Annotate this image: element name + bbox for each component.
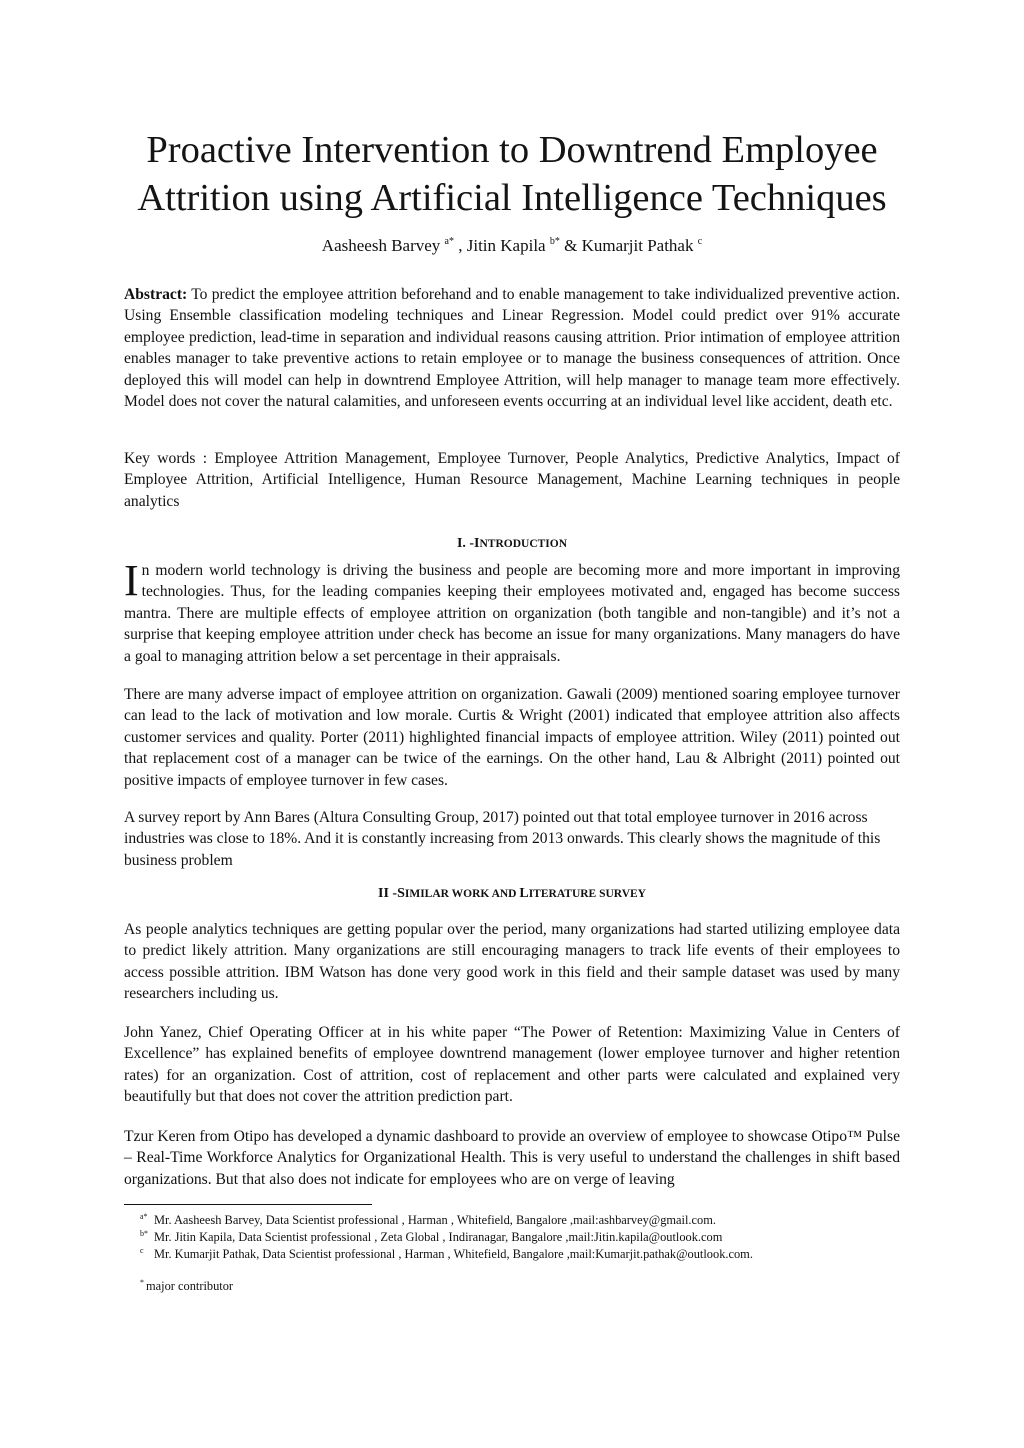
abstract-text: To predict the employee attrition beforehand and to enable management to take individualized preventive action. Using Ensemble classification modeling techniques and Linear Regression. Model could predict over 91% accurate employee prediction, lead-time in separation and individual reasons causing attrition. Prior intimation of employee attrition enables manager to take preventive actions to retain employee or to manage the business consequences of attrition. Once deployed this will model can help in downtrend Employee Attrition, will help manager to manage team more effectively. Model does not cover the natural calamities, and unforeseen events occurring at an individual level like accident, death etc. (124, 286, 900, 411)
abstract-label: Abstract: (124, 286, 188, 303)
author-3-mark: c (697, 236, 703, 247)
intro-paragraph-1 (124, 556, 900, 667)
section2-heading-a: II -S (378, 886, 405, 901)
footnote-text: Mr. Kumarjit Pathak, Data Scientist professional , Harman , Whitefield, Bangalore ,mail:Kumarjit.pathak@outlook.com. (154, 1247, 753, 1261)
intro-paragraph-1-text: n modern world technology is driving the business and people are becoming more and more important in improving technologies. Thus, for the leading companies keeping their employees motivated and, engaged has become success mantra. There are multiple effects of employee attrition on organization (both tangible and non-tangible) and it’s not a surprise that keeping employee attrition under check has become an issue for many organizations. Many managers do have a goal to managing attrition below a set percentage in their appraisals. (124, 562, 900, 665)
footnote-contributor: * major contributor (140, 1278, 234, 1293)
author-3: & Kumarjit Pathak (564, 236, 694, 255)
drop-cap: I (124, 556, 139, 605)
paper-title-line-1: Proactive Intervention to Downtrend Employee (146, 129, 878, 171)
footnote-text: major contributor (146, 1279, 234, 1293)
section2-heading-d: ITERATURE SURVEY (528, 888, 646, 900)
footnote-author-2: $^{b*}$ Mr. Jitin Kapila, Data Scientist professional , Zeta Global , Indiranagar, Bangalore ,mail:Jitin.kapila@outlook.com (140, 1229, 723, 1244)
intro-paragraph-3: A survey report by Ann Bares (Altura Consulting Group, 2017) pointed out that total employee turnover in 2016 across industries was close to 18%. And it is constantly increasing from 2013 onwards. This clearly shows the magnitude of this business problem (124, 809, 881, 869)
footnote-divider (124, 1204, 372, 1205)
footnote-text: Mr. Aasheesh Barvey, Data Scientist professional , Harman , Whitefield, Bangalore ,mail:ashbarvey@gmail.com. (154, 1213, 716, 1227)
paper-title-line-2: Attrition using Artificial Intelligence Techniques (137, 177, 887, 219)
abstract (124, 284, 900, 412)
section-heading-introduction (0, 534, 1024, 554)
section-heading-literature (0, 884, 1024, 904)
author-2-mark: b* (549, 236, 560, 247)
section-number: I. -I (456, 536, 480, 551)
author-1: Aasheesh Barvey (321, 236, 441, 255)
footnote-text: Mr. Jitin Kapila, Data Scientist professional , Zeta Global , Indiranagar, Bangalore ,mail:Jitin.kapila@outlook.com (154, 1230, 723, 1244)
literature-paragraph-1: As people analytics techniques are getting popular over the period, many organizations had started utilizing employee data to predict likely attrition. Many organizations are still encouraging managers to track life events of their employees to access possible attrition. IBM Watson has done very good work in this field and their sample dataset was used by many researchers including us. (124, 921, 900, 1003)
author-2: , Jitin Kapila (458, 236, 546, 255)
footnote-author-3: $^c$ Mr. Kumarjit Pathak, Data Scientist professional , Harman , Whitefield, Bangalore ,mail:Kumarjit.pathak@outlook.com. (140, 1246, 753, 1261)
literature-paragraph-3: Tzur Keren from Otipo has developed a dynamic dashboard to provide an overview of employee to showcase Otipo™ Pulse – Real-Time Workforce Analytics for Organizational Health. This is very useful to understand the challenges in shift based organizations. But that also does not indicate for employees who are on verge of leaving (124, 1128, 900, 1188)
intro-paragraph-2: There are many adverse impact of employee attrition on organization. Gawali (2009) mentioned soaring employee turnover can lead to the lack of motivation and low morale. Curtis & Wright (2001) indicated that employee attrition also affects customer services and quality. Porter (2011) highlighted financial impacts of employee attrition. Wiley (2011) pointed out that replacement cost of a manager can be twice of the earnings. On the other hand, Lau & Albright (2011) pointed out positive impacts of employee turnover in few cases. (124, 686, 900, 789)
footnote-author-1: $^{a*}$ Mr. Aasheesh Barvey, Data Scientist professional , Harman , Whitefield, Bangalore ,mail:ashbarvey@gmail.com. (140, 1212, 716, 1227)
section2-heading-b: IMILAR WORK AND (404, 888, 520, 900)
author-1-mark: a* (444, 236, 454, 247)
literature-paragraph-2: John Yanez, Chief Operating Officer at in his white paper “The Power of Retention: Maximizing Value in Centers of Excellence” has explained benefits of employee downtrend management (lower employee turnover and higher retention rates) for an organization. Cost of attrition, cost of replacement and other parts were calculated and explained very beautifully but that does not cover the attrition prediction part. (124, 1024, 900, 1106)
section-title: NTRODUCTION (479, 538, 568, 550)
section2-heading-c: L (519, 886, 529, 901)
keywords: Key words : Employee Attrition Management, Employee Turnover, People Analytics, Predictive Analytics, Impact of Employee Attrition, Artificial Intelligence, Human Resource Management, Machine Learning techniques in people analytics (124, 450, 900, 510)
author-line (0, 234, 1024, 258)
